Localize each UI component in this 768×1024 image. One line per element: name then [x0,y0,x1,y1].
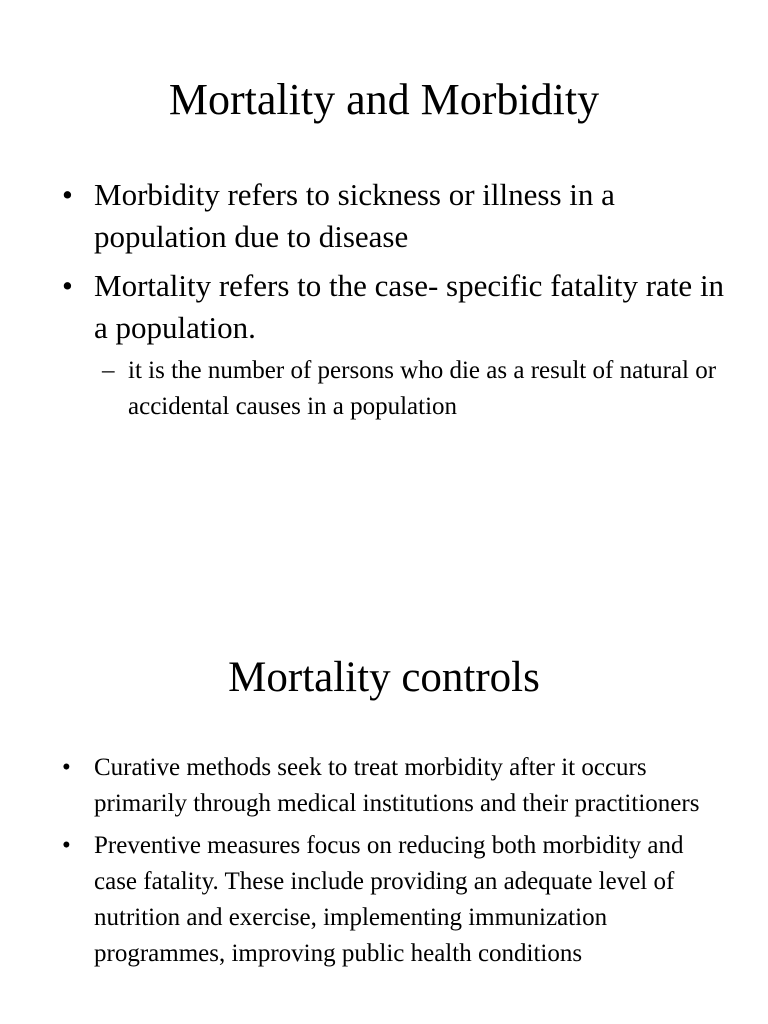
sub-bullet-text: it is the number of persons who die as a result of natural or accidental causes in a population [128,357,717,420]
bullet-marker: • [62,832,71,859]
bullet-marker: • [62,177,73,212]
bullet-item-curative [62,750,722,822]
bullet-text: Morbidity refers to sickness or illness in a population due to disease [94,177,615,254]
sub-bullet-marker: – [102,357,115,384]
slide-title: Mortality controls [228,654,540,701]
bullet-item-morbidity [62,174,732,258]
sub-bullet-list [62,353,732,425]
bullet-item-preventive [62,828,722,972]
bullet-item-mortality [62,265,732,425]
bullet-text: Preventive measures focus on reducing both morbidity and case fatality. These include providing an adequate level of nutrition and exercise, implementing immunization programmes, improving public health conditions [94,832,684,967]
bullet-marker: • [62,754,71,781]
bullet-text: Mortality refers to the case- specific fatality rate in a population. [94,268,725,345]
bullet-marker: • [62,268,73,303]
bullet-text: Curative methods seek to treat morbidity after it occurs primarily through medical institutions and their practitioners [94,754,700,817]
slide-mortality-controls [0,560,768,1024]
sub-bullet-item [62,353,732,425]
bullet-list [62,750,722,978]
slide-title: Mortality and Morbidity [168,75,600,124]
bullet-list [62,174,732,432]
